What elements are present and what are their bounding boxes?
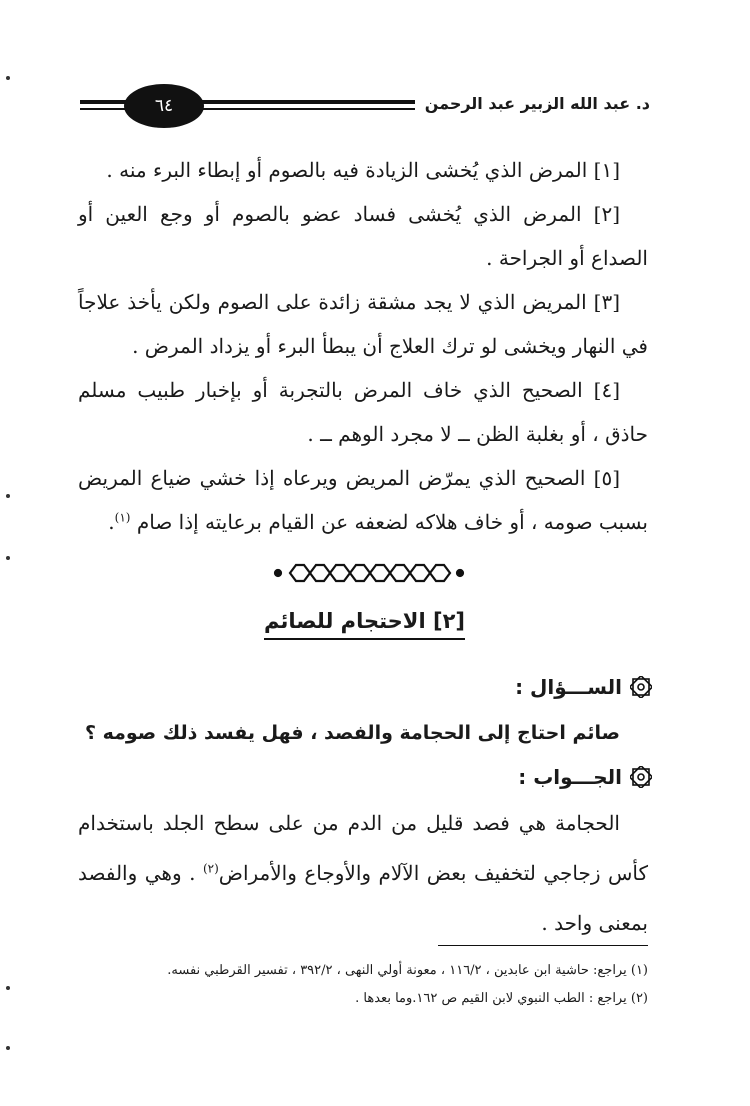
running-header	[80, 84, 650, 134]
section-title: الاحتجام للصائم	[263, 609, 426, 633]
answer-heading	[518, 762, 652, 792]
scan-dot	[6, 494, 10, 498]
section-number: [٢]	[432, 609, 465, 633]
flower-ornament-icon	[630, 766, 652, 788]
question-heading	[515, 672, 652, 702]
question-label: الســـؤال :	[515, 675, 622, 699]
item-text: الصحيح الذي يمرّض المريض ويرعاه إذا خشي ضياع المريض بسبب صومه ، أو خاف هلاكه لضعفه عن القيام برعايته إذا صام	[78, 466, 648, 534]
scan-dot	[6, 556, 10, 560]
footnote-ref[interactable]: (١)	[114, 510, 131, 525]
divider-ornament	[270, 560, 470, 586]
footnote-separator	[438, 945, 648, 946]
answer-text	[78, 798, 648, 948]
item-marker: [٢]	[593, 202, 620, 226]
answer-text-part: . وهي والفصد بمعنى واحد .	[78, 861, 648, 935]
conditions-list	[78, 148, 648, 544]
author-name: د. عبد الله الزبير عبد الرحمن	[415, 92, 650, 116]
list-item	[78, 456, 648, 544]
item-marker: [٤]	[593, 378, 620, 402]
flower-ornament-icon	[630, 676, 652, 698]
scan-dot	[6, 1046, 10, 1050]
list-item	[78, 192, 648, 280]
item-end: .	[108, 510, 115, 534]
footnotes	[78, 957, 648, 1013]
section-heading	[264, 606, 465, 640]
item-marker: [١]	[593, 158, 620, 182]
footnote: (٢) يراجع : الطب النبوي لابن القيم ص ١٦٢.وما بعدها .	[355, 991, 648, 1006]
item-text: المرض الذي يُخشى فساد عضو بالصوم أو وجع العين أو الصداع أو الجراحة .	[78, 202, 648, 270]
list-item	[78, 148, 648, 192]
scan-dot	[6, 986, 10, 990]
page-number: ٦٤	[124, 84, 204, 128]
scan-dot	[6, 76, 10, 80]
footnote-ref[interactable]: (٢)	[202, 861, 219, 876]
item-text: المرض الذي يُخشى الزيادة فيه بالصوم أو إبطاء البرء منه .	[106, 158, 594, 182]
item-marker: [٣]	[593, 290, 620, 314]
item-text: المريض الذي لا يجد مشقة زائدة على الصوم ولكن يأخذ علاجاً في النهار ويخشى لو ترك العلاج أن يبطأ البرء أو يزداد المرض .	[78, 290, 648, 358]
question-text: صائم احتاج إلى الحجامة والفصد ، فهل يفسد ذلك صومه ؟	[84, 722, 620, 744]
answer-text-part: الحجامة هي فصد قليل من الدم من على سطح الجلد باستخدام كأس زجاجي لتخفيف بعض الآلام والأوجاع والأمراض	[78, 811, 648, 885]
list-item	[78, 368, 648, 456]
item-text: الصحيح الذي خاف المرض بالتجربة أو بإخبار طبيب مسلم حاذق ، أو بغلبة الظن ــ لا مجرد الوهم ــ .	[78, 378, 648, 446]
footnote: (١) يراجع: حاشية ابن عابدين ، ١١٦/٢ ، معونة أولي النهى ، ٣٩٢/٢ ، تفسير القرطبي نفسه.	[167, 963, 648, 978]
list-item	[78, 280, 648, 368]
item-marker: [٥]	[593, 466, 620, 490]
answer-label: الجـــواب :	[518, 765, 622, 789]
